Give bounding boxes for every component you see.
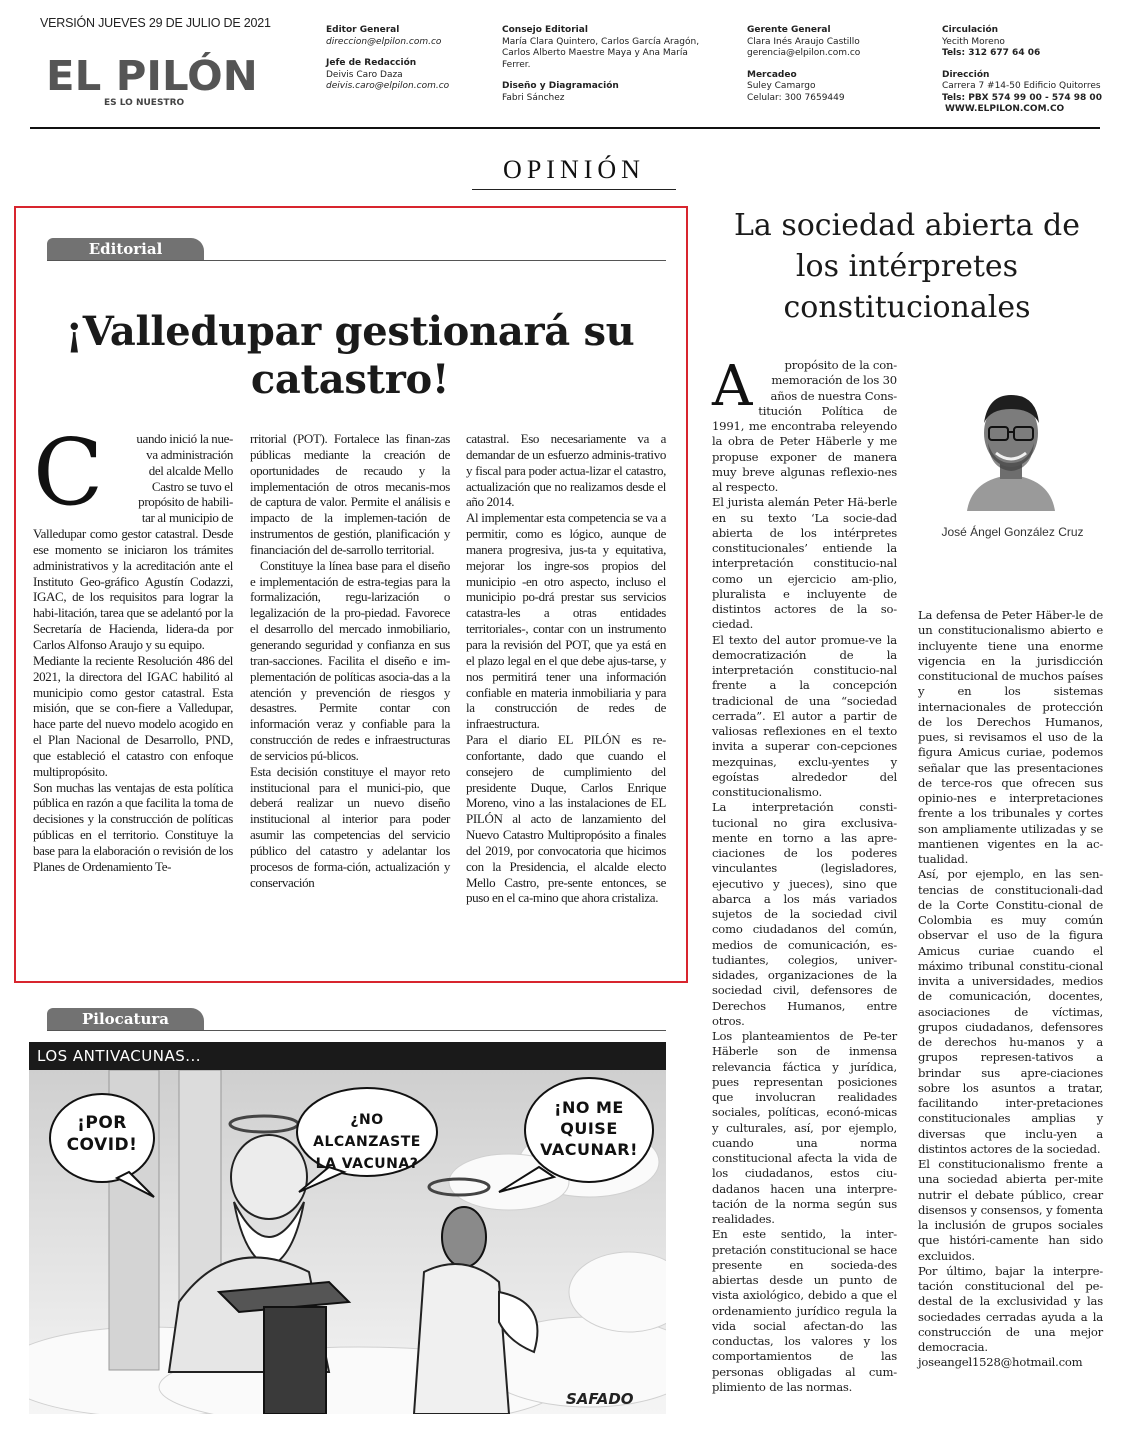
gerente-name: Clara Inés Araujo Castillo [747,36,860,47]
jefe-email: deivis.caro@elpilon.com.co [326,81,450,91]
staff-gerencia [747,25,860,104]
editorial-paragraph: Constituye la línea base para el diseño e implementación de estra-tegias para la formalización, regu-larización o legalización de la pro-piedad. Favorece el desarrollo del mercado inmobiliario, generando seguridad y confianza en sus tran-sacciones. Facilita el diseño e im-plementación de políticas asocia-das a la atención y prevención de riesgos y desastres. Permite contar con información veraz y confiable para la construcción de redes e infraestructuras de servicios pú-blicos. [250,557,450,763]
masthead-divider [30,127,1100,129]
cartoon-tab-rule [47,1030,666,1031]
editor-label: Editor General [326,25,400,35]
column-paragraph: En este sentido, la inter-pretación constitucional se hace presente en socieda-des abiertas desde un punto de vista axiológico, debido a que el ordenamiento jurídico regula la vida social afectan-do las conductas, los valores y los comportamientos de las personas obligadas al cum-plimiento de las normas. [712,1227,897,1394]
gerente-label: Gerente General [747,25,831,35]
editorial-lead-line: propósito de habili- [138,494,233,510]
author-portrait [962,383,1060,511]
direccion-phone: Tels: PBX 574 99 00 - 574 98 00 [942,92,1102,103]
cartoon-strip-title: LOS ANTIVACUNAS... [29,1042,666,1070]
direccion-address: Carrera 7 #14-50 Edificio Quitorres [942,81,1101,91]
column-paragraph: El constitucionalismo frente a una sociedad abierta per-mite nutrir el debate público, crear disensos y consensos, y fomenta la inclusión de grupos sociales que históri-camente han sido excluidos. [918,1157,1103,1263]
column-paragraph: La interpretación consti-tucional no gira exclusiva-mente en torno a las apre-ciaciones de los poderes vinculantes (legisladores, ejecutivo y jueces), sino que abarca a los más variados sujetos de la sociedad civil como ciudadanos del común, medios de comunicación, es-tudiantes, colegios, univer-sidades, organizaciones de la sociedad civil, defensores de Derechos Humanos, entre otros. [712,800,897,1028]
consejo-label: Consejo Editorial [502,25,588,35]
editorial-paragraph: catastral. Eso necesariamente va a demandar de un esfuerzo adminis-trativo y fiscal para poder actua-lizar el catastro, actualización que no realizamos desde el año 2014. [466,431,666,510]
diseno-name: Fabri Sánchez [502,92,565,103]
consejo-line: Carlos Alberto Maestre Maya y Ana María [502,48,688,58]
circulacion-phone: Tels: 312 677 64 06 [942,48,1041,58]
editorial-tab-rule [47,260,666,261]
author-email-link[interactable]: joseangel1528@hotmail.com [918,1355,1083,1370]
bubble-line: COVID! [66,1135,138,1155]
column-dropcap: A [712,354,753,419]
editorial-headline: ¡Valledupar gestionará su catastro! [65,308,635,403]
column-paragraph: El jurista alemán Peter Hä-berle en su texto ‘La socie-dad abierta de los intérpretes constitucionales’ entiende la interpretación constitucio-nal como un ejercicio am-plio, pluralista e incluyente de distintos actores de la so-ciedad. [712,495,897,632]
editorial-paragraph: Mediante la reciente Resolución 486 del 2021, la directora del IGAC habilitó al municipio como gestor catastral. Esta misión, que se con-fiere a Valledupar, hace parte del nuevo modelo acogido en el Plan Nacional de Desarrollo, PND, que estableció el catastro con enfoque multipropósito. [33,652,233,779]
author-photo [962,383,1060,511]
cartoon-tab: Pilocatura [47,1008,204,1031]
editorial-paragraph: Para el diario EL PILÓN es re-confortante, dado que cuando el consejero de cumplimiento del presidente Duque, Carlos Enrique Moreno, vino a las instalaciones de EL PILÓN al acto de lanzamiento del Nuevo Catastro Multipropósito a finales del 2019, por convocatoria que hicimos con la Presidencia, el alcalde electo Mello Castro, pre-sente entonces, se puso en el ca-mino que ahora cristaliza. [466,732,666,906]
editorial-column-2 [250,431,450,890]
bubble-line: ¡NO ME [554,1098,624,1117]
column-title: La sociedad abierta de los intérpretes constitucionales [734,208,1080,325]
staff-editors [326,25,449,93]
column-paragraph: La defensa de Peter Häber-le de un constitucionalismo abierto e incluyente tiene una enorme vigencia en la jurisdicción constitucional de muchos países y en los sistemas internacionales de protección de los Derechos Humanos, pues, si revisamos el uso de la figura Amicus curiae, podemos señalar que las presentaciones de terce-ros que ofrecen sus opinio-nes e interpretaciones frente a los tribunales y cortes son ampliamente utilizadas y se mantienen vigentes en la ac-tualidad. [918,608,1103,866]
bubble-line: LA VACUNA? [315,1156,419,1172]
direccion-label: Dirección [942,69,990,80]
bubble-line: ¿NO ALCANZASTE [313,1112,421,1150]
editorial-paragraph: Son muchas las ventajas de esta política pública en razón a que facilita la toma de decisiones y la construcción de políticas públicas en el territorio. Constituye la base para la elaboración o revisión de los Planes de Ordenamiento Te- [33,779,233,874]
column-paragraph: titución Política de 1991, me encontraba releyendo la obra de Peter Häberle y me propuse exponer de manera muy breve algunas reflexio-nes al respecto. [712,403,897,494]
consejo-line: Ferrer. [502,59,531,70]
bubble-line: ¡POR [77,1113,127,1133]
editorial-lead-line: tar al municipio de [141,510,233,526]
author-name: José Ángel González Cruz [941,525,1084,539]
mercadeo-name: Suley Camargo [747,81,816,91]
editorial-column-1 [33,419,233,875]
gerente-email: gerencia@elpilon.com.co [747,48,861,58]
column-paragraph: Así, por ejemplo, en las sen-tencias de constitucionali-dad de la Corte Constitu-cional de Colombia es muy común observar el uso de la figura Amicus curiae cuando el máximo tribunal constitu-cional invita a universidades, medios de comunicación, docentes, asociaciones de víctimas, grupos ciudadanos, defensores de derechos hu-manos y a grupos represen-tativos a brindar sus apre-ciaciones sobre los asuntos a tratar, facilitando inter-pretaciones constitucionales amplias y diversas que inclu-yen a distintos actores de la sociedad. [918,867,1103,1156]
editorial-tab: Editorial [47,238,204,261]
bubble-line: VACUNAR! [540,1140,638,1159]
opinion-column-2 [918,608,1103,1371]
newspaper-slogan: ES LO NUESTRO [104,98,185,108]
editorial-lead-line: va administración [146,446,233,462]
section-title: OPINIÓN [503,155,645,184]
editorial-lead-line: del alcalde Mello [148,462,233,478]
editorial-dropcap: C [33,419,104,526]
cartoon-illustration [29,1042,666,1414]
column-paragraph: Los planteamientos de Pe-ter Häberle son de inmensa relevancia fáctica y jurídica, pues representan posiciones que involucran realidades sociales, políticas, econó-micas y culturales, así, por ejemplo, cuando una norma constitucional afecta la vida de los ciudadanos, estos ciu-dadanos hacen una interpre-tación de la norma según sus realidades. [712,1029,897,1226]
jefe-label: Jefe de Redacción [326,58,417,68]
circulacion-name: Yecith Moreno [942,36,1005,47]
bubble-line: QUISE [560,1119,618,1138]
cartoonist-signature: SAFADO [566,1390,634,1408]
edition-date: VERSIÓN JUEVES 29 DE JULIO DE 2021 [40,16,271,30]
mercadeo-label: Mercadeo [747,69,797,80]
editorial-paragraph: Al implementar esta competencia se va a permitir, como es lógico, aunque de manera progresiva, jus-ta y equitativa, mejorar los ingre-sos propios del municipio -en otro aspecto, incluso el municipio po-drá prestar sus servicios catastra-les a otras entidades territoriales-, contar con un instrumento para la revisión del POT, que ya está en el plazo legal en el que debe ajus-tarse, y nos permitirá tener una información confiable en materia inmobiliaria y para la construcción de redes de infraestructura. [466,510,666,732]
diseno-label: Diseño y Diagramación [502,81,619,91]
circulacion-label: Circulación [942,25,999,35]
editorial-lead-line: uando inició la nue- [136,431,233,446]
newspaper-logo: EL PILÓN [46,52,258,100]
mercadeo-phone: Celular: 300 7659449 [747,92,845,103]
column-lead-line: propósito de la con- [784,358,897,372]
column-paragraph: El texto del autor promue-ve la democratización de la interpretación constitucio-nal frente a la concepción tradicional de una “sociedad cerrada”. El autor a partir de valiosas reflexiones en el texto invita a superar con-cepciones mezquinas, exclu-yentes y egoístas alrededor del constitucionalismo. [712,632,897,799]
column-paragraph: Por último, bajar la interpre-tación constitucional del pe-destal de la exclusividad y las sociedades cerradas ayuda a la construcción de una mejor democracia. [918,1263,1103,1354]
website-link[interactable]: WWW.ELPILON.COM.CO [945,104,1065,114]
speech-bubble-1 [59,1112,145,1156]
editorial-paragraph: Valledupar como gestor catastral. Desde ese momento se iniciaron los trámites administrativos y la acreditación ante el Instituto Geo-gráfico Agustín Codazzi, IGAC, de los requisitos para lograr la habi-litación, tarea que se adelantó por la Secretaría de Hacienda, lidera-da por Carlos Alfonso Araujo y su equipo. [33,526,233,652]
editorial-paragraph: rritorial (POT). Fortalece las finan-zas públicas mediante la creación de oportunidades de recaudo y la implementación de otros mecanis-mos de captura de valor. Permite el análisis e impacto de la implemen-tación de instrumentos de gestión, planificación y financiación del de-sarrollo territorial. [250,431,450,557]
column-lead-line: memoración de los 30 [771,373,897,388]
editorial-column-3 [466,431,666,906]
section-title-underline [472,189,676,190]
editorial-lead-line: Castro se tuvo el [151,478,233,494]
staff-consejo [502,25,699,104]
editorial-paragraph: Esta decisión constituye el mayor reto institucional para el munici-pio, que deberá realizar un nuevo diseño institucional al interior para poder asumir las competencias del servicio público del catastro y adelantar los procesos de forma-ción, actualización y conservación [250,763,450,890]
staff-circulacion [942,25,1102,116]
consejo-line: María Clara Quintero, Carlos García Aragón, [502,36,700,47]
column-lead-line: años de nuestra Cons- [770,388,897,403]
opinion-column-1 [712,354,897,1395]
jefe-name: Deivis Caro Daza [326,69,403,80]
editor-email: direccion@elpilon.com.co [326,36,442,47]
speech-bubble-3 [534,1097,644,1160]
speech-bubble-2 [301,1109,433,1175]
